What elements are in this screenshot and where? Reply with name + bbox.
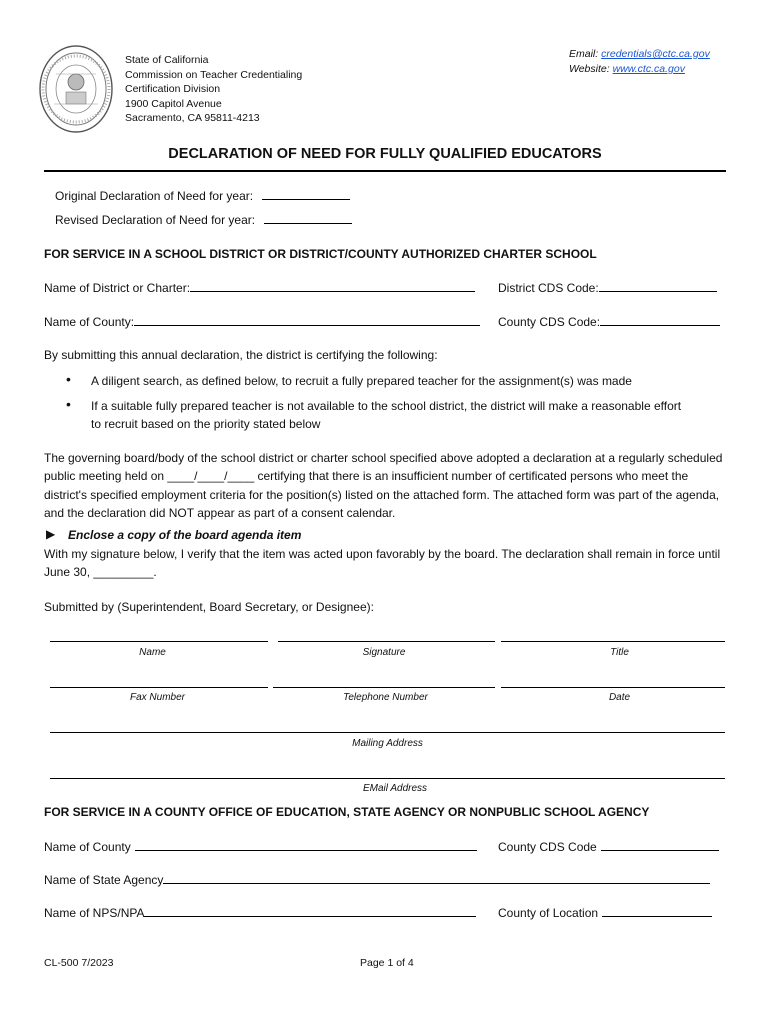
- email-link[interactable]: credentials@ctc.ca.gov: [601, 48, 710, 60]
- county-location-label: County of Location: [498, 906, 599, 920]
- revised-declaration-row: [55, 212, 352, 227]
- form-id: CL-500 7/2023: [44, 957, 114, 969]
- county-office-field[interactable]: [135, 839, 477, 851]
- section-heading-district: FOR SERVICE IN A SCHOOL DISTRICT OR DISTRICT/COUNTY AUTHORIZED CHARTER SCHOOL: [44, 247, 597, 261]
- county-field[interactable]: [134, 314, 480, 326]
- bullet-icon: •: [66, 371, 71, 387]
- submitted-by: Submitted by (Superintendent, Board Secretary, or Designee):: [44, 600, 374, 614]
- state-agency-field[interactable]: [163, 872, 710, 884]
- state-agency-label: Name of State Agency: [44, 873, 164, 887]
- county-cds-label: County CDS Code:: [498, 315, 601, 329]
- telephone-field[interactable]: [273, 687, 495, 688]
- county-location-row: [498, 905, 712, 920]
- bullet-diligent-search: A diligent search, as defined below, to recruit a fully prepared teacher for the assignment(s) was made: [91, 374, 632, 388]
- original-declaration-label: Original Declaration of Need for year:: [55, 189, 254, 203]
- title-field[interactable]: [501, 641, 725, 642]
- nps-field[interactable]: [144, 905, 476, 917]
- commission-seal: [38, 44, 114, 134]
- revised-year-field[interactable]: [264, 212, 352, 224]
- signature-verify-paragraph: With my signature below, I verify that the item was acted upon favorably by the board. The declaration shall remain in force until June 30, _________.: [44, 547, 721, 580]
- county-office-label: Name of County: [44, 840, 131, 854]
- date-field[interactable]: [501, 687, 725, 688]
- title-caption: Title: [610, 647, 629, 658]
- telephone-caption: Telephone Number: [343, 692, 428, 703]
- title-divider: [44, 170, 726, 172]
- page-title: DECLARATION OF NEED FOR FULLY QUALIFIED EDUCATORS: [168, 146, 602, 162]
- original-declaration-row: [55, 188, 350, 203]
- name-field[interactable]: [50, 641, 268, 642]
- bullet-reasonable-effort-line1: If a suitable fully prepared teacher is not available to the school district, the district will make a reasonable effort: [91, 399, 682, 413]
- county-office-cds-label: County CDS Code: [498, 840, 597, 854]
- district-field[interactable]: [190, 280, 475, 292]
- email-address-field[interactable]: [50, 778, 725, 779]
- date-caption: Date: [608, 692, 631, 703]
- nps-row: [44, 905, 476, 920]
- page-number: Page 1 of 4: [360, 957, 414, 969]
- fax-caption: Fax Number: [129, 692, 185, 703]
- bullet-icon: •: [66, 396, 71, 412]
- county-office-cds-field[interactable]: [601, 839, 719, 851]
- website-link[interactable]: www.ctc.ca.gov: [612, 63, 685, 75]
- address-line: Commission on Teacher Credentialing: [125, 68, 303, 81]
- district-label: Name of District or Charter:: [44, 281, 191, 295]
- mailing-address-field[interactable]: [50, 732, 725, 733]
- district-cds-row: [498, 280, 717, 295]
- email-label: Email:: [569, 48, 599, 60]
- county-row: [44, 314, 480, 329]
- mailing-address-caption: Mailing Address: [352, 738, 423, 749]
- district-cds-label: District CDS Code:: [498, 281, 599, 295]
- name-caption: Name: [139, 647, 166, 658]
- address-line: 1900 Capitol Avenue: [125, 97, 222, 110]
- original-year-field[interactable]: [262, 188, 350, 200]
- state-agency-row: [44, 872, 710, 887]
- signature-field[interactable]: [278, 641, 495, 642]
- website-label: Website:: [569, 63, 610, 75]
- certify-intro: By submitting this annual declaration, the district is certifying the following:: [44, 348, 438, 362]
- enclose-note: Enclose a copy of the board agenda item: [68, 528, 302, 542]
- county-location-field[interactable]: [602, 905, 712, 917]
- play-arrow-icon: ▶: [46, 527, 56, 541]
- county-cds-row: [498, 314, 720, 329]
- address-line: Certification Division: [125, 83, 221, 96]
- governing-board-paragraph: The governing board/body of the school district or charter school specified above adopted a declaration at a regularly scheduled public meeting held on ____/____/____ certifying that there is an insufficient number of certificated persons who meet the district's specified employment criteria for the position(s) listed on the attached form. The attached form was part of the agenda, and the declaration did NOT appear as part of a consent calendar.: [44, 451, 723, 520]
- county-office-row: [44, 839, 477, 854]
- address-line: State of California: [125, 54, 209, 66]
- fax-field[interactable]: [50, 687, 268, 688]
- nps-label: Name of NPS/NPA: [44, 906, 145, 920]
- email-address-caption: EMail Address: [362, 783, 428, 794]
- revised-declaration-label: Revised Declaration of Need for year:: [55, 213, 256, 227]
- bullet-reasonable-effort-line2: to recruit based on the priority stated below: [91, 417, 321, 431]
- section-heading-county-office: FOR SERVICE IN A COUNTY OFFICE OF EDUCATION, STATE AGENCY OR NONPUBLIC SCHOOL AGENCY: [44, 805, 650, 819]
- contact-info: [569, 47, 710, 77]
- address-line: Sacramento, CA 95811-4213: [125, 112, 260, 125]
- county-label: Name of County:: [44, 315, 135, 329]
- district-cds-field[interactable]: [599, 280, 717, 292]
- district-row: [44, 280, 475, 295]
- county-cds-field[interactable]: [600, 314, 720, 326]
- signature-caption: Signature: [362, 647, 406, 658]
- county-office-cds-row: [498, 839, 719, 854]
- agency-address: [125, 53, 302, 126]
